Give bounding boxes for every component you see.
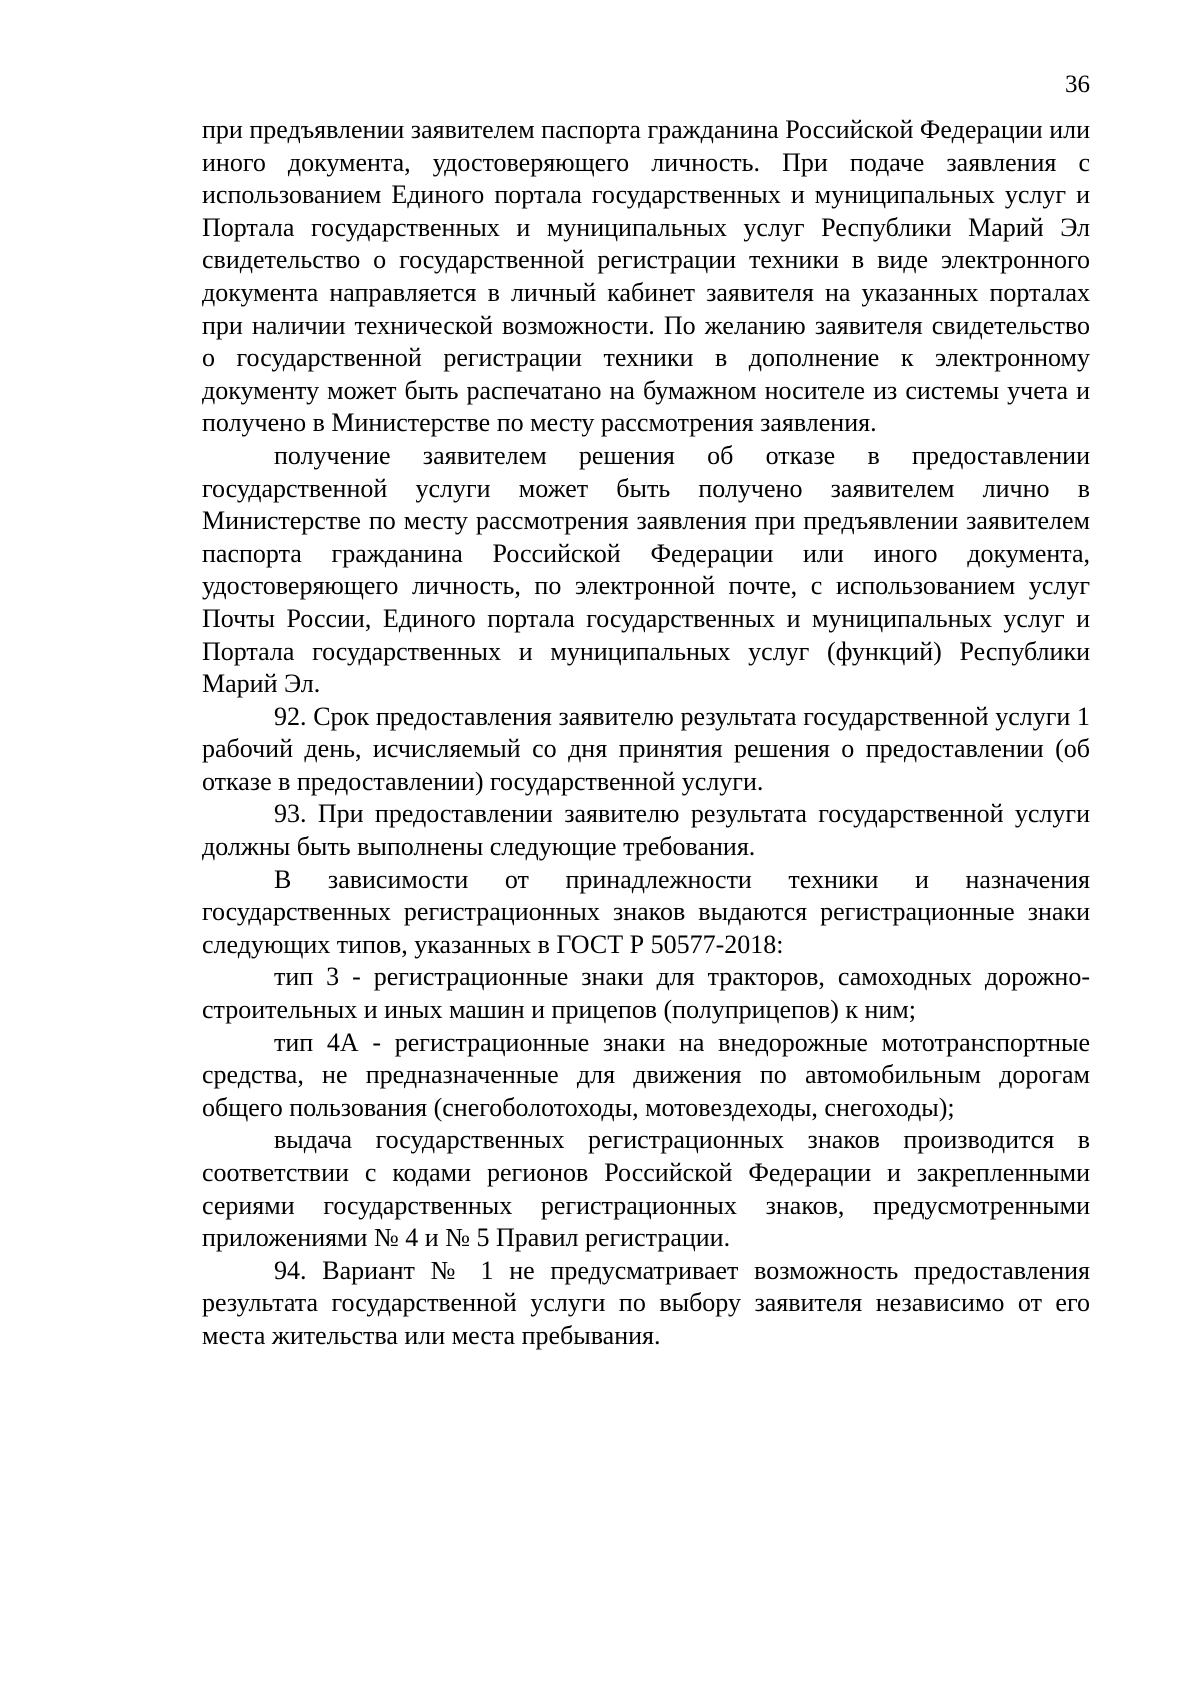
page-number: 36 <box>1065 71 1090 98</box>
paragraph-item-93: 93. При предоставлении заявителю результата государственной услуги должны быть выполнены следующие требования. <box>202 799 1090 862</box>
paragraph: получение заявителем решения об отказе в предоставлении государственной услуги может быть получено заявителем лично в Министерстве по месту рассмотрения заявления при предъявлении заявителем паспорта гражданина Российской Федерации или иного документа, удостоверяющего личность, по электронной почте, с использованием услуг Почты России, Единого портала государственных и муниципальных услуг и Портала государственных и муниципальных услуг (функций) Республики Марий Эл. <box>202 440 1090 699</box>
paragraph-item-94: 94. Вариант № 1 не предусматривает возможность предоставления результата государственной услуги по выбору заявителя независимо от его места жительства или места пребывания. <box>202 1255 1090 1350</box>
paragraph-type-3: тип 3 - регистрационные знаки для тракторов, самоходных дорожно-строительных и иных машин и прицепов (полуприцепов) к ним; <box>202 962 1090 1025</box>
paragraph: В зависимости от принадлежности техники и назначения государственных регистрационных знаков выдаются регистрационные знаки следующих типов, указанных в ГОСТ Р 50577-2018: <box>202 864 1090 959</box>
paragraph-type-4a: тип 4А - регистрационные знаки на внедорожные мототранспортные средства, не предназначенные для движения по автомобильным дорогам общего пользования (снегоболотоходы, мотовездеходы, снегоходы); <box>202 1027 1090 1122</box>
paragraph: выдача государственных регистрационных знаков производится в соответствии с кодами регионов Российской Федерации и закрепленными сериями государственных регистрационных знаков, предусмотренными приложениями № 4 и № 5 Правил регистрации. <box>202 1125 1090 1253</box>
document-body <box>202 114 1090 1353</box>
paragraph-item-92: 92. Срок предоставления заявителю результата государственной услуги 1 рабочий день, исчисляемый со дня принятия решения о предоставлении (об отказе в предоставлении) государственной услуги. <box>202 701 1090 796</box>
paragraph: при предъявлении заявителем паспорта гражданина Российской Федерации или иного документа, удостоверяющего личность. При подаче заявления с использованием Единого портала государственных и муниципальных услуг и Портала государственных и муниципальных услуг Республики Марий Эл свидетельство о государственной регистрации техники в виде электронного документа направляется в личный кабинет заявителя на указанных порталах при наличии технической возможности. По желанию заявителя свидетельство о государственной регистрации техники в дополнение к электронному документу может быть распечатано на бумажном носителе из системы учета и получено в Министерстве по месту рассмотрения заявления. <box>202 115 1090 438</box>
